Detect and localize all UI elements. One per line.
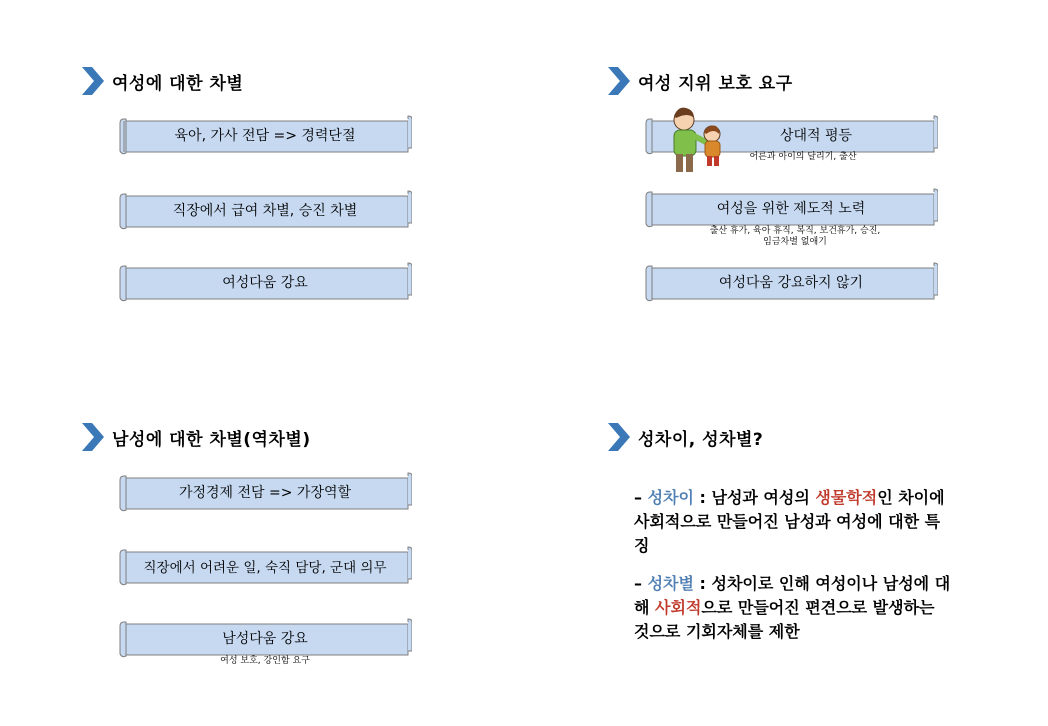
highlight: 생물학적 [815,488,878,507]
scroll-label: 남성다움 강요 [222,631,308,647]
term: 성차별 [647,574,694,593]
scroll-label: 상대적 평등 [779,128,853,144]
scroll-banner [118,618,412,656]
scroll-banner [644,262,938,300]
text: 인 차이에 사회적으로 만들어진 남성과 여성에 대한 특징 [634,488,945,555]
text: : 남성과 여성의 [693,488,816,507]
term: 성차이 [647,488,694,507]
text: : 성차이로 인해 여성이나 남성에 대해 [634,574,951,617]
scroll-label: 직장에서 어려운 일, 숙직 담당, 군대 의무 [143,560,387,576]
scroll-label: 직장에서 급여 차별, 승진 차별 [172,203,358,219]
scroll-note: 임금차별 없애기 [763,237,827,247]
highlight: 사회적 [655,598,702,617]
scroll-banner [118,115,412,153]
text: 으로 만들어진 편견으로 발생하는 것으로 기회자체를 제한 [634,598,935,641]
adult-child-illustration [664,104,728,176]
chevron-icon [608,423,630,451]
scroll-banner [118,262,412,300]
heading-q3 [82,423,311,451]
heading-q2 [608,67,793,95]
chevron-icon [82,423,104,451]
scroll-banner [118,190,412,228]
heading-q4 [608,423,763,451]
scroll-note: 출산 휴가, 육아 휴직, 복직, 보건휴가, 승진, [709,226,881,236]
definition-gender-difference [634,486,954,558]
scroll-label: 여성다움 강요 [222,275,308,291]
scroll-label: 여성다움 강요하지 않기 [718,275,864,291]
dash: – [634,574,648,593]
scroll-banner [118,472,412,510]
heading-text: 여성에 대한 차별 [112,73,244,94]
scroll-label: 육아, 가사 전담 => 경력단절 [174,128,356,144]
heading-q1 [82,67,243,95]
heading-text: 성차이, 성차별? [638,429,764,450]
scroll-label: 여성을 위한 제도적 노력 [716,201,866,217]
scroll-note: 어른과 아이의 달리기, 출산 [749,152,857,162]
definition-gender-discrimination [634,572,954,644]
scroll-note: 여성 보호, 강인함 요구 [220,656,310,666]
scroll-banner [118,546,412,584]
heading-text: 여성 지위 보호 요구 [638,73,793,94]
scroll-label: 가정경제 전담 => 가장역할 [178,485,352,501]
chevron-icon [608,67,630,95]
chevron-icon [82,67,104,95]
heading-text: 남성에 대한 차별(역차별) [112,429,311,450]
dash: – [634,488,648,507]
scroll-banner [644,188,938,226]
